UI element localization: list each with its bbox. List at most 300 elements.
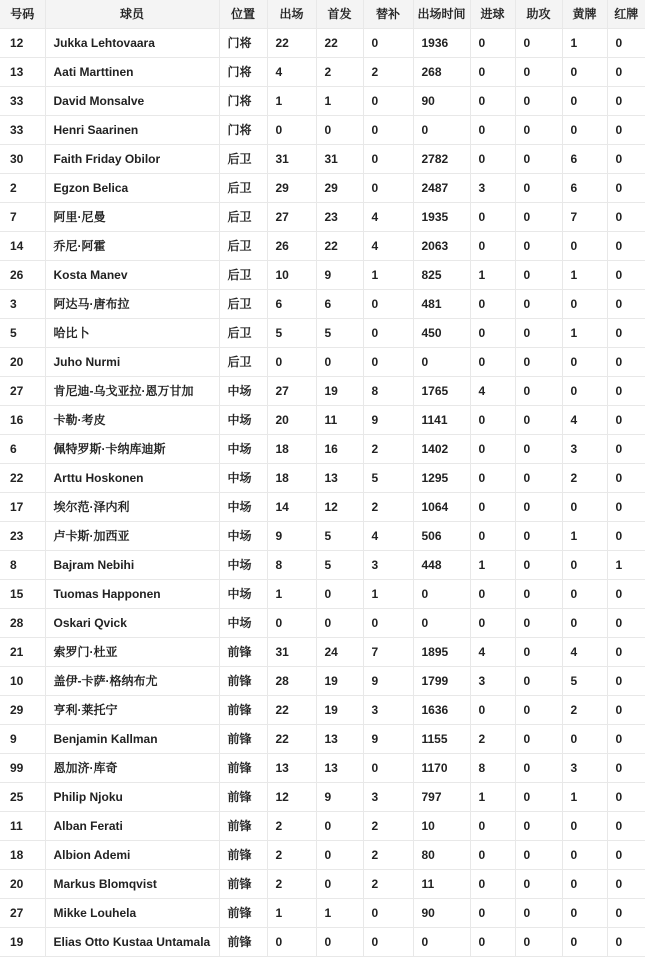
cell-position: 中场: [219, 580, 267, 609]
table-row: [0, 899, 645, 928]
cell-starts: 5: [316, 319, 363, 348]
cell-starts: 5: [316, 551, 363, 580]
cell-player: 卡勒·考皮: [45, 406, 219, 435]
cell-starts: 0: [316, 870, 363, 899]
cell-player: David Monsalve: [45, 87, 219, 116]
cell-yellow-cards: 0: [562, 899, 607, 928]
cell-player: Faith Friday Obilor: [45, 145, 219, 174]
table-row: [0, 754, 645, 783]
cell-red-cards: 0: [607, 928, 645, 957]
cell-sub-on: 2: [363, 58, 413, 87]
cell-red-cards: 0: [607, 261, 645, 290]
cell-sub-on: 0: [363, 319, 413, 348]
cell-number: 5: [0, 319, 45, 348]
cell-assists: 0: [515, 116, 562, 145]
cell-player: Jukka Lehtovaara: [45, 29, 219, 58]
cell-sub-on: 1: [363, 261, 413, 290]
cell-starts: 0: [316, 348, 363, 377]
cell-red-cards: 0: [607, 754, 645, 783]
cell-starts: 9: [316, 783, 363, 812]
cell-appearances: 8: [267, 551, 316, 580]
cell-starts: 29: [316, 174, 363, 203]
cell-starts: 0: [316, 928, 363, 957]
cell-position: 前锋: [219, 638, 267, 667]
cell-position: 后卫: [219, 290, 267, 319]
cell-assists: 0: [515, 174, 562, 203]
cell-player: Markus Blomqvist: [45, 870, 219, 899]
cell-yellow-cards: 4: [562, 638, 607, 667]
cell-appearances: 2: [267, 870, 316, 899]
cell-appearances: 4: [267, 58, 316, 87]
table-row: [0, 493, 645, 522]
cell-red-cards: 0: [607, 290, 645, 319]
cell-goals: 4: [470, 638, 515, 667]
cell-position: 中场: [219, 551, 267, 580]
cell-position: 中场: [219, 435, 267, 464]
cell-player: Mikke Louhela: [45, 899, 219, 928]
cell-position: 后卫: [219, 232, 267, 261]
cell-sub-on: 3: [363, 696, 413, 725]
cell-number: 27: [0, 377, 45, 406]
cell-yellow-cards: 0: [562, 377, 607, 406]
column-header-assists: 助攻: [515, 0, 562, 29]
cell-red-cards: 0: [607, 609, 645, 638]
cell-appearances: 0: [267, 116, 316, 145]
table-row: [0, 406, 645, 435]
cell-assists: 0: [515, 667, 562, 696]
table-row: [0, 58, 645, 87]
cell-number: 25: [0, 783, 45, 812]
cell-sub-on: 9: [363, 725, 413, 754]
cell-sub-on: 0: [363, 609, 413, 638]
cell-assists: 0: [515, 348, 562, 377]
cell-assists: 0: [515, 377, 562, 406]
cell-yellow-cards: 0: [562, 58, 607, 87]
cell-sub-on: 0: [363, 87, 413, 116]
cell-number: 20: [0, 870, 45, 899]
column-header-position: 位置: [219, 0, 267, 29]
cell-player: 卢卡斯·加西亚: [45, 522, 219, 551]
cell-goals: 0: [470, 58, 515, 87]
cell-sub-on: 2: [363, 435, 413, 464]
cell-position: 后卫: [219, 348, 267, 377]
cell-starts: 0: [316, 580, 363, 609]
cell-starts: 12: [316, 493, 363, 522]
cell-appearances: 0: [267, 609, 316, 638]
cell-yellow-cards: 0: [562, 812, 607, 841]
cell-starts: 5: [316, 522, 363, 551]
cell-red-cards: 0: [607, 377, 645, 406]
cell-number: 13: [0, 58, 45, 87]
cell-sub-on: 0: [363, 116, 413, 145]
cell-goals: 0: [470, 145, 515, 174]
cell-goals: 0: [470, 464, 515, 493]
table-row: [0, 667, 645, 696]
cell-assists: 0: [515, 580, 562, 609]
cell-minutes: 506: [413, 522, 470, 551]
cell-number: 15: [0, 580, 45, 609]
cell-yellow-cards: 0: [562, 870, 607, 899]
cell-sub-on: 4: [363, 203, 413, 232]
cell-appearances: 20: [267, 406, 316, 435]
cell-yellow-cards: 0: [562, 87, 607, 116]
cell-player: Aati Marttinen: [45, 58, 219, 87]
cell-assists: 0: [515, 928, 562, 957]
cell-assists: 0: [515, 261, 562, 290]
column-header-yellow-cards: 黄牌: [562, 0, 607, 29]
cell-position: 前锋: [219, 667, 267, 696]
cell-red-cards: 0: [607, 29, 645, 58]
cell-goals: 1: [470, 261, 515, 290]
cell-goals: 0: [470, 29, 515, 58]
cell-minutes: 0: [413, 928, 470, 957]
table-row: [0, 522, 645, 551]
cell-goals: 0: [470, 493, 515, 522]
cell-red-cards: 0: [607, 696, 645, 725]
cell-yellow-cards: 1: [562, 261, 607, 290]
cell-minutes: 1765: [413, 377, 470, 406]
cell-goals: 0: [470, 406, 515, 435]
cell-starts: 0: [316, 841, 363, 870]
cell-yellow-cards: 4: [562, 406, 607, 435]
cell-yellow-cards: 6: [562, 145, 607, 174]
cell-sub-on: 4: [363, 522, 413, 551]
cell-sub-on: 0: [363, 348, 413, 377]
cell-goals: 0: [470, 928, 515, 957]
cell-position: 中场: [219, 377, 267, 406]
cell-number: 29: [0, 696, 45, 725]
cell-appearances: 22: [267, 29, 316, 58]
cell-minutes: 80: [413, 841, 470, 870]
cell-appearances: 2: [267, 841, 316, 870]
cell-position: 门将: [219, 29, 267, 58]
cell-yellow-cards: 0: [562, 841, 607, 870]
cell-assists: 0: [515, 725, 562, 754]
cell-appearances: 31: [267, 638, 316, 667]
cell-goals: 1: [470, 551, 515, 580]
cell-minutes: 797: [413, 783, 470, 812]
table-row: [0, 464, 645, 493]
cell-appearances: 18: [267, 435, 316, 464]
cell-number: 18: [0, 841, 45, 870]
cell-position: 后卫: [219, 261, 267, 290]
cell-sub-on: 2: [363, 493, 413, 522]
cell-player: Tuomas Happonen: [45, 580, 219, 609]
cell-assists: 0: [515, 145, 562, 174]
cell-appearances: 1: [267, 899, 316, 928]
cell-yellow-cards: 0: [562, 290, 607, 319]
cell-minutes: 1935: [413, 203, 470, 232]
cell-sub-on: 2: [363, 841, 413, 870]
cell-goals: 0: [470, 870, 515, 899]
cell-assists: 0: [515, 638, 562, 667]
cell-position: 前锋: [219, 812, 267, 841]
cell-sub-on: 3: [363, 551, 413, 580]
cell-position: 前锋: [219, 928, 267, 957]
cell-player: Henri Saarinen: [45, 116, 219, 145]
cell-assists: 0: [515, 522, 562, 551]
cell-assists: 0: [515, 870, 562, 899]
cell-sub-on: 1: [363, 580, 413, 609]
table-row: [0, 203, 645, 232]
table-header: [0, 0, 645, 29]
cell-sub-on: 0: [363, 29, 413, 58]
cell-yellow-cards: 1: [562, 522, 607, 551]
cell-assists: 0: [515, 406, 562, 435]
cell-number: 2: [0, 174, 45, 203]
column-header-number: 号码: [0, 0, 45, 29]
table-row: [0, 232, 645, 261]
cell-player: Alban Ferati: [45, 812, 219, 841]
cell-sub-on: 8: [363, 377, 413, 406]
cell-red-cards: 0: [607, 203, 645, 232]
table-row: [0, 145, 645, 174]
cell-yellow-cards: 1: [562, 29, 607, 58]
cell-number: 14: [0, 232, 45, 261]
cell-minutes: 2782: [413, 145, 470, 174]
cell-goals: 4: [470, 377, 515, 406]
cell-player: 索罗门·杜亚: [45, 638, 219, 667]
cell-appearances: 5: [267, 319, 316, 348]
cell-position: 后卫: [219, 145, 267, 174]
cell-yellow-cards: 5: [562, 667, 607, 696]
cell-position: 门将: [219, 116, 267, 145]
cell-yellow-cards: 0: [562, 493, 607, 522]
cell-appearances: 28: [267, 667, 316, 696]
cell-position: 中场: [219, 493, 267, 522]
cell-goals: 0: [470, 696, 515, 725]
cell-starts: 0: [316, 609, 363, 638]
cell-player: Elias Otto Kustaa Untamala: [45, 928, 219, 957]
cell-number: 17: [0, 493, 45, 522]
cell-red-cards: 0: [607, 319, 645, 348]
cell-red-cards: 0: [607, 348, 645, 377]
cell-appearances: 14: [267, 493, 316, 522]
cell-number: 7: [0, 203, 45, 232]
cell-yellow-cards: 7: [562, 203, 607, 232]
cell-appearances: 18: [267, 464, 316, 493]
column-header-starts: 首发: [316, 0, 363, 29]
cell-appearances: 2: [267, 812, 316, 841]
column-header-appearances: 出场: [267, 0, 316, 29]
cell-minutes: 1895: [413, 638, 470, 667]
cell-red-cards: 0: [607, 870, 645, 899]
cell-red-cards: 0: [607, 841, 645, 870]
cell-red-cards: 0: [607, 580, 645, 609]
table-row: [0, 319, 645, 348]
cell-assists: 0: [515, 609, 562, 638]
table-row: [0, 435, 645, 464]
cell-position: 前锋: [219, 725, 267, 754]
cell-goals: 0: [470, 435, 515, 464]
cell-number: 9: [0, 725, 45, 754]
column-header-goals: 进球: [470, 0, 515, 29]
cell-sub-on: 0: [363, 928, 413, 957]
cell-yellow-cards: 0: [562, 725, 607, 754]
cell-goals: 1: [470, 783, 515, 812]
cell-appearances: 0: [267, 928, 316, 957]
cell-yellow-cards: 0: [562, 232, 607, 261]
cell-red-cards: 0: [607, 145, 645, 174]
cell-red-cards: 0: [607, 667, 645, 696]
cell-appearances: 10: [267, 261, 316, 290]
cell-appearances: 13: [267, 754, 316, 783]
cell-red-cards: 1: [607, 551, 645, 580]
cell-minutes: 1799: [413, 667, 470, 696]
cell-starts: 23: [316, 203, 363, 232]
cell-red-cards: 0: [607, 493, 645, 522]
cell-position: 中场: [219, 522, 267, 551]
cell-appearances: 29: [267, 174, 316, 203]
cell-starts: 13: [316, 725, 363, 754]
cell-red-cards: 0: [607, 783, 645, 812]
cell-position: 前锋: [219, 696, 267, 725]
cell-appearances: 27: [267, 377, 316, 406]
cell-starts: 6: [316, 290, 363, 319]
cell-red-cards: 0: [607, 406, 645, 435]
cell-goals: 0: [470, 580, 515, 609]
cell-appearances: 0: [267, 348, 316, 377]
cell-minutes: 2063: [413, 232, 470, 261]
cell-appearances: 6: [267, 290, 316, 319]
cell-minutes: 1064: [413, 493, 470, 522]
cell-number: 20: [0, 348, 45, 377]
cell-assists: 0: [515, 783, 562, 812]
table-row: [0, 638, 645, 667]
cell-position: 后卫: [219, 319, 267, 348]
table-row: [0, 725, 645, 754]
cell-player: Oskari Qvick: [45, 609, 219, 638]
cell-player: Arttu Hoskonen: [45, 464, 219, 493]
cell-position: 门将: [219, 58, 267, 87]
cell-starts: 0: [316, 116, 363, 145]
cell-starts: 24: [316, 638, 363, 667]
cell-position: 前锋: [219, 754, 267, 783]
cell-position: 中场: [219, 609, 267, 638]
cell-red-cards: 0: [607, 899, 645, 928]
column-header-minutes: 出场时间: [413, 0, 470, 29]
table-row: [0, 580, 645, 609]
cell-yellow-cards: 0: [562, 580, 607, 609]
cell-minutes: 1155: [413, 725, 470, 754]
cell-player: Bajram Nebihi: [45, 551, 219, 580]
cell-number: 27: [0, 899, 45, 928]
cell-number: 3: [0, 290, 45, 319]
cell-yellow-cards: 0: [562, 116, 607, 145]
cell-assists: 0: [515, 841, 562, 870]
cell-appearances: 12: [267, 783, 316, 812]
cell-appearances: 1: [267, 580, 316, 609]
cell-appearances: 22: [267, 725, 316, 754]
cell-starts: 13: [316, 464, 363, 493]
cell-minutes: 448: [413, 551, 470, 580]
cell-sub-on: 9: [363, 667, 413, 696]
cell-assists: 0: [515, 232, 562, 261]
cell-red-cards: 0: [607, 638, 645, 667]
cell-starts: 16: [316, 435, 363, 464]
cell-yellow-cards: 2: [562, 696, 607, 725]
cell-sub-on: 2: [363, 870, 413, 899]
table-row: [0, 174, 645, 203]
cell-red-cards: 0: [607, 812, 645, 841]
table-row: [0, 116, 645, 145]
cell-position: 门将: [219, 87, 267, 116]
cell-position: 中场: [219, 464, 267, 493]
cell-number: 99: [0, 754, 45, 783]
table-row: [0, 841, 645, 870]
cell-player: 哈比卜: [45, 319, 219, 348]
cell-number: 26: [0, 261, 45, 290]
table-row: [0, 783, 645, 812]
cell-minutes: 90: [413, 87, 470, 116]
cell-number: 8: [0, 551, 45, 580]
table-row: [0, 609, 645, 638]
cell-player: 佩特罗斯·卡纳库迪斯: [45, 435, 219, 464]
cell-minutes: 1170: [413, 754, 470, 783]
cell-goals: 0: [470, 812, 515, 841]
cell-minutes: 825: [413, 261, 470, 290]
cell-number: 16: [0, 406, 45, 435]
cell-number: 19: [0, 928, 45, 957]
cell-assists: 0: [515, 290, 562, 319]
cell-yellow-cards: 0: [562, 551, 607, 580]
cell-minutes: 0: [413, 580, 470, 609]
cell-player: 乔尼·阿霍: [45, 232, 219, 261]
table-row: [0, 696, 645, 725]
cell-number: 12: [0, 29, 45, 58]
cell-appearances: 9: [267, 522, 316, 551]
table-row: [0, 870, 645, 899]
cell-goals: 3: [470, 174, 515, 203]
cell-assists: 0: [515, 435, 562, 464]
cell-appearances: 26: [267, 232, 316, 261]
table-body: [0, 29, 645, 957]
cell-goals: 0: [470, 348, 515, 377]
cell-sub-on: 0: [363, 290, 413, 319]
cell-assists: 0: [515, 754, 562, 783]
cell-player: 肯尼迪-乌戈亚拉·恩万甘加: [45, 377, 219, 406]
header-row: [0, 0, 645, 29]
cell-goals: 0: [470, 203, 515, 232]
cell-goals: 0: [470, 319, 515, 348]
cell-red-cards: 0: [607, 116, 645, 145]
table-row: [0, 377, 645, 406]
cell-starts: 19: [316, 667, 363, 696]
cell-assists: 0: [515, 319, 562, 348]
cell-minutes: 481: [413, 290, 470, 319]
cell-assists: 0: [515, 812, 562, 841]
cell-assists: 0: [515, 58, 562, 87]
cell-position: 后卫: [219, 174, 267, 203]
cell-assists: 0: [515, 29, 562, 58]
cell-player: Albion Ademi: [45, 841, 219, 870]
cell-minutes: 1141: [413, 406, 470, 435]
table-row: [0, 928, 645, 957]
cell-yellow-cards: 6: [562, 174, 607, 203]
cell-player: 盖伊-卡萨·格纳布尤: [45, 667, 219, 696]
cell-starts: 1: [316, 899, 363, 928]
cell-minutes: 90: [413, 899, 470, 928]
cell-yellow-cards: 0: [562, 348, 607, 377]
cell-starts: 31: [316, 145, 363, 174]
cell-number: 33: [0, 87, 45, 116]
table-row: [0, 348, 645, 377]
cell-number: 33: [0, 116, 45, 145]
cell-yellow-cards: 2: [562, 464, 607, 493]
cell-player: Benjamin Kallman: [45, 725, 219, 754]
cell-sub-on: 9: [363, 406, 413, 435]
cell-goals: 0: [470, 522, 515, 551]
